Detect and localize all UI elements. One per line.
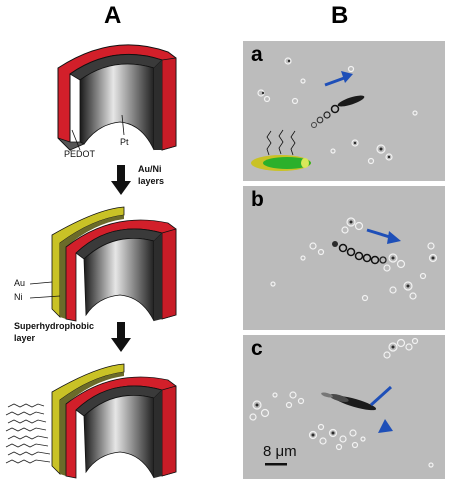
label-ni: Ni [14,292,23,302]
label-step-superhydrophobic: Superhydrophobic layer [14,321,95,343]
tube-stage-1 [58,45,176,150]
micrograph-panel-c [243,335,445,479]
label-pt: Pt [120,137,129,147]
panel-label-b: b [251,188,264,211]
tube-stage-3 [52,364,176,478]
column-header-a: A [104,2,122,29]
column-header-b: B [331,2,349,29]
label-pedot: PEDOT [64,149,96,159]
label-au: Au [14,278,26,288]
micrograph-panel-b [243,186,445,330]
scale-bar-label: 8 μm [263,443,297,460]
micrograph-panel-a [243,41,445,181]
tube-stage-2 [52,207,176,321]
arrow-step-1 [111,165,131,195]
label-step-au-ni: Au/Ni layers [138,164,165,186]
panel-label-a: a [251,43,263,66]
arrow-step-2 [111,322,131,352]
panel-label-c: c [251,337,263,360]
hydrophobic-chains [6,404,50,463]
scale-bar-line [265,463,287,466]
